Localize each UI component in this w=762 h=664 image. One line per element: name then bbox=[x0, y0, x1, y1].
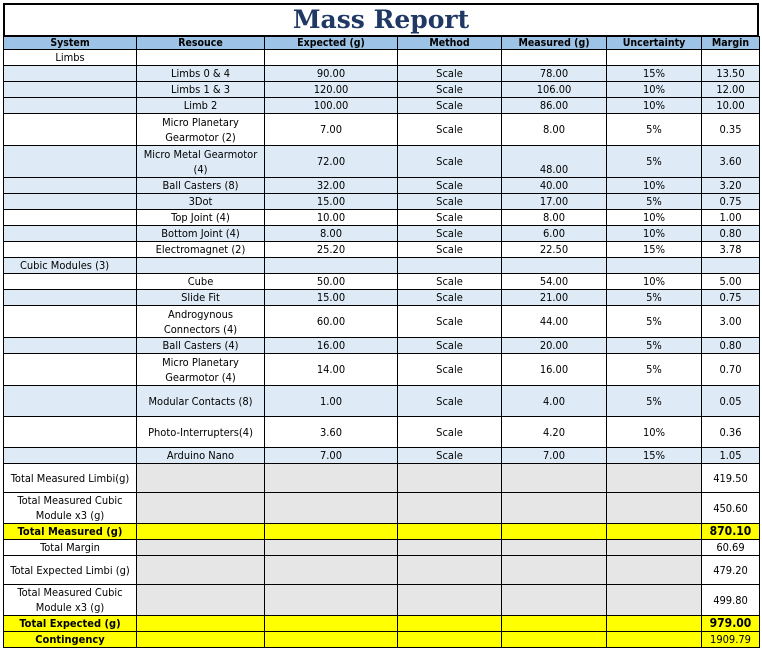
table-row bbox=[4, 210, 760, 226]
resource-cell: Arduino Nano bbox=[137, 448, 265, 464]
expected-cell: 15.00 bbox=[265, 194, 398, 210]
resource-cell: Micro Metal Gearmotor (4) bbox=[137, 146, 265, 178]
column-header-measured: Measured (g) bbox=[502, 37, 607, 50]
expected-cell: 100.00 bbox=[265, 98, 398, 114]
method-cell: Scale bbox=[398, 274, 502, 290]
margin-cell: 0.75 bbox=[702, 194, 760, 210]
measured-cell: 48.00 bbox=[502, 146, 607, 178]
measured-cell: 78.00 bbox=[502, 66, 607, 82]
resource-cell: Limbs 1 & 3 bbox=[137, 82, 265, 98]
report-title: Mass Report bbox=[3, 3, 759, 37]
table-row bbox=[4, 226, 760, 242]
uncertainty-cell: 10% bbox=[607, 82, 702, 98]
uncertainty-cell: 5% bbox=[607, 114, 702, 146]
uncertainty-cell: 10% bbox=[607, 274, 702, 290]
measured-cell: 8.00 bbox=[502, 114, 607, 146]
resource-cell: Bottom Joint (4) bbox=[137, 226, 265, 242]
method-cell: Scale bbox=[398, 242, 502, 258]
uncertainty-cell: 10% bbox=[607, 417, 702, 448]
summary-row-total-expected-cubic bbox=[4, 585, 760, 616]
table-row bbox=[4, 354, 760, 386]
section-label: Cubic Modules (3) bbox=[4, 258, 137, 274]
measured-cell: 44.00 bbox=[502, 306, 607, 338]
summary-value: 979.00 bbox=[702, 616, 760, 632]
expected-cell: 7.00 bbox=[265, 114, 398, 146]
method-cell: Scale bbox=[398, 448, 502, 464]
measured-cell: 22.50 bbox=[502, 242, 607, 258]
method-cell: Scale bbox=[398, 114, 502, 146]
uncertainty-cell: 10% bbox=[607, 226, 702, 242]
method-cell: Scale bbox=[398, 146, 502, 178]
summary-value: 450.60 bbox=[702, 493, 760, 524]
method-cell: Scale bbox=[398, 178, 502, 194]
measured-cell: 20.00 bbox=[502, 338, 607, 354]
margin-cell: 3.78 bbox=[702, 242, 760, 258]
expected-cell: 16.00 bbox=[265, 338, 398, 354]
method-cell: Scale bbox=[398, 417, 502, 448]
margin-cell: 3.60 bbox=[702, 146, 760, 178]
column-header-method: Method bbox=[398, 37, 502, 50]
section-row-limbs bbox=[4, 50, 760, 66]
margin-cell: 0.80 bbox=[702, 226, 760, 242]
summary-row-total-expected bbox=[4, 616, 760, 632]
margin-cell: 1.00 bbox=[702, 210, 760, 226]
column-header-uncertainty: Uncertainty bbox=[607, 37, 702, 50]
resource-cell: 3Dot bbox=[137, 194, 265, 210]
margin-cell: 12.00 bbox=[702, 82, 760, 98]
uncertainty-cell: 5% bbox=[607, 338, 702, 354]
summary-value: 60.69 bbox=[702, 540, 760, 556]
uncertainty-cell: 5% bbox=[607, 290, 702, 306]
summary-row-total-expected-limbi bbox=[4, 556, 760, 585]
table-row bbox=[4, 66, 760, 82]
summary-label: Total Measured (g) bbox=[4, 524, 137, 540]
resource-cell: Limbs 0 & 4 bbox=[137, 66, 265, 82]
margin-cell: 0.70 bbox=[702, 354, 760, 386]
table-row bbox=[4, 448, 760, 464]
resource-cell: Ball Casters (4) bbox=[137, 338, 265, 354]
uncertainty-cell: 5% bbox=[607, 146, 702, 178]
section-label: Limbs bbox=[4, 50, 137, 66]
summary-label: Total Measured Limbi(g) bbox=[4, 464, 137, 493]
summary-row-total-margin bbox=[4, 540, 760, 556]
expected-cell: 3.60 bbox=[265, 417, 398, 448]
expected-cell: 50.00 bbox=[265, 274, 398, 290]
resource-cell: Micro Planetary Gearmotor (2) bbox=[137, 114, 265, 146]
margin-cell: 5.00 bbox=[702, 274, 760, 290]
table-row bbox=[4, 306, 760, 338]
column-header-system: System bbox=[4, 37, 137, 50]
measured-cell: 6.00 bbox=[502, 226, 607, 242]
table-row bbox=[4, 82, 760, 98]
summary-label: Contingency bbox=[4, 632, 137, 648]
measured-cell: 54.00 bbox=[502, 274, 607, 290]
method-cell: Scale bbox=[398, 194, 502, 210]
uncertainty-cell: 10% bbox=[607, 98, 702, 114]
method-cell: Scale bbox=[398, 82, 502, 98]
measured-cell: 86.00 bbox=[502, 98, 607, 114]
method-cell: Scale bbox=[398, 226, 502, 242]
margin-cell: 0.80 bbox=[702, 338, 760, 354]
section-row-cubic-modules bbox=[4, 258, 760, 274]
table-row bbox=[4, 338, 760, 354]
expected-cell: 10.00 bbox=[265, 210, 398, 226]
table-row bbox=[4, 274, 760, 290]
summary-label: Total Measured Cubic Module x3 (g) bbox=[4, 493, 137, 524]
measured-cell: 4.20 bbox=[502, 417, 607, 448]
table-row bbox=[4, 146, 760, 178]
method-cell: Scale bbox=[398, 66, 502, 82]
margin-cell: 3.00 bbox=[702, 306, 760, 338]
margin-cell: 3.20 bbox=[702, 178, 760, 194]
margin-cell: 10.00 bbox=[702, 98, 760, 114]
table-row bbox=[4, 290, 760, 306]
expected-cell: 90.00 bbox=[265, 66, 398, 82]
summary-row-total-measured-cubic bbox=[4, 493, 760, 524]
uncertainty-cell: 5% bbox=[607, 306, 702, 338]
uncertainty-cell: 5% bbox=[607, 194, 702, 210]
summary-label: Total Margin bbox=[4, 540, 137, 556]
summary-value: 419.50 bbox=[702, 464, 760, 493]
method-cell: Scale bbox=[398, 98, 502, 114]
margin-cell: 1.05 bbox=[702, 448, 760, 464]
margin-cell: 0.75 bbox=[702, 290, 760, 306]
measured-cell: 8.00 bbox=[502, 210, 607, 226]
column-header-margin: Margin bbox=[702, 37, 760, 50]
margin-cell: 0.36 bbox=[702, 417, 760, 448]
resource-cell: Top Joint (4) bbox=[137, 210, 265, 226]
summary-label: Total Expected Limbi (g) bbox=[4, 556, 137, 585]
column-header-expected: Expected (g) bbox=[265, 37, 398, 50]
resource-cell: Electromagnet (2) bbox=[137, 242, 265, 258]
method-cell: Scale bbox=[398, 210, 502, 226]
expected-cell: 15.00 bbox=[265, 290, 398, 306]
resource-cell: Limb 2 bbox=[137, 98, 265, 114]
margin-cell: 0.05 bbox=[702, 386, 760, 417]
summary-value: 479.20 bbox=[702, 556, 760, 585]
table-row bbox=[4, 386, 760, 417]
uncertainty-cell: 5% bbox=[607, 354, 702, 386]
expected-cell: 32.00 bbox=[265, 178, 398, 194]
expected-cell: 72.00 bbox=[265, 146, 398, 178]
uncertainty-cell: 5% bbox=[607, 386, 702, 417]
table-row bbox=[4, 194, 760, 210]
table-row bbox=[4, 417, 760, 448]
measured-cell: 17.00 bbox=[502, 194, 607, 210]
expected-cell: 14.00 bbox=[265, 354, 398, 386]
expected-cell: 7.00 bbox=[265, 448, 398, 464]
method-cell: Scale bbox=[398, 386, 502, 417]
margin-cell: 0.35 bbox=[702, 114, 760, 146]
summary-label: Total Measured Cubic Module x3 (g) bbox=[4, 585, 137, 616]
measured-cell: 40.00 bbox=[502, 178, 607, 194]
uncertainty-cell: 15% bbox=[607, 448, 702, 464]
method-cell: Scale bbox=[398, 338, 502, 354]
expected-cell: 1.00 bbox=[265, 386, 398, 417]
uncertainty-cell: 15% bbox=[607, 242, 702, 258]
expected-cell: 25.20 bbox=[265, 242, 398, 258]
method-cell: Scale bbox=[398, 290, 502, 306]
uncertainty-cell: 10% bbox=[607, 210, 702, 226]
summary-row-total-measured-limbi bbox=[4, 464, 760, 493]
uncertainty-cell: 10% bbox=[607, 178, 702, 194]
uncertainty-cell: 15% bbox=[607, 66, 702, 82]
table-row bbox=[4, 242, 760, 258]
summary-row-contingency bbox=[4, 632, 760, 648]
header-row bbox=[4, 37, 760, 50]
resource-cell: Androgynous Connectors (4) bbox=[137, 306, 265, 338]
margin-cell: 13.50 bbox=[702, 66, 760, 82]
resource-cell: Photo-Interrupters(4) bbox=[137, 417, 265, 448]
summary-label: Total Expected (g) bbox=[4, 616, 137, 632]
mass-report-table bbox=[3, 36, 760, 648]
summary-value: 1909.79 bbox=[702, 632, 760, 648]
expected-cell: 60.00 bbox=[265, 306, 398, 338]
summary-value: 499.80 bbox=[702, 585, 760, 616]
resource-cell: Modular Contacts (8) bbox=[137, 386, 265, 417]
summary-value: 870.10 bbox=[702, 524, 760, 540]
measured-cell: 4.00 bbox=[502, 386, 607, 417]
method-cell: Scale bbox=[398, 354, 502, 386]
measured-cell: 7.00 bbox=[502, 448, 607, 464]
expected-cell: 8.00 bbox=[265, 226, 398, 242]
measured-cell: 106.00 bbox=[502, 82, 607, 98]
resource-cell: Micro Planetary Gearmotor (4) bbox=[137, 354, 265, 386]
resource-cell: Slide Fit bbox=[137, 290, 265, 306]
column-header-resource: Resouce bbox=[137, 37, 265, 50]
expected-cell: 120.00 bbox=[265, 82, 398, 98]
table-row bbox=[4, 114, 760, 146]
resource-cell: Ball Casters (8) bbox=[137, 178, 265, 194]
resource-cell: Cube bbox=[137, 274, 265, 290]
measured-cell: 16.00 bbox=[502, 354, 607, 386]
method-cell: Scale bbox=[398, 306, 502, 338]
table-row bbox=[4, 98, 760, 114]
measured-cell: 21.00 bbox=[502, 290, 607, 306]
summary-row-total-measured bbox=[4, 524, 760, 540]
table-row bbox=[4, 178, 760, 194]
